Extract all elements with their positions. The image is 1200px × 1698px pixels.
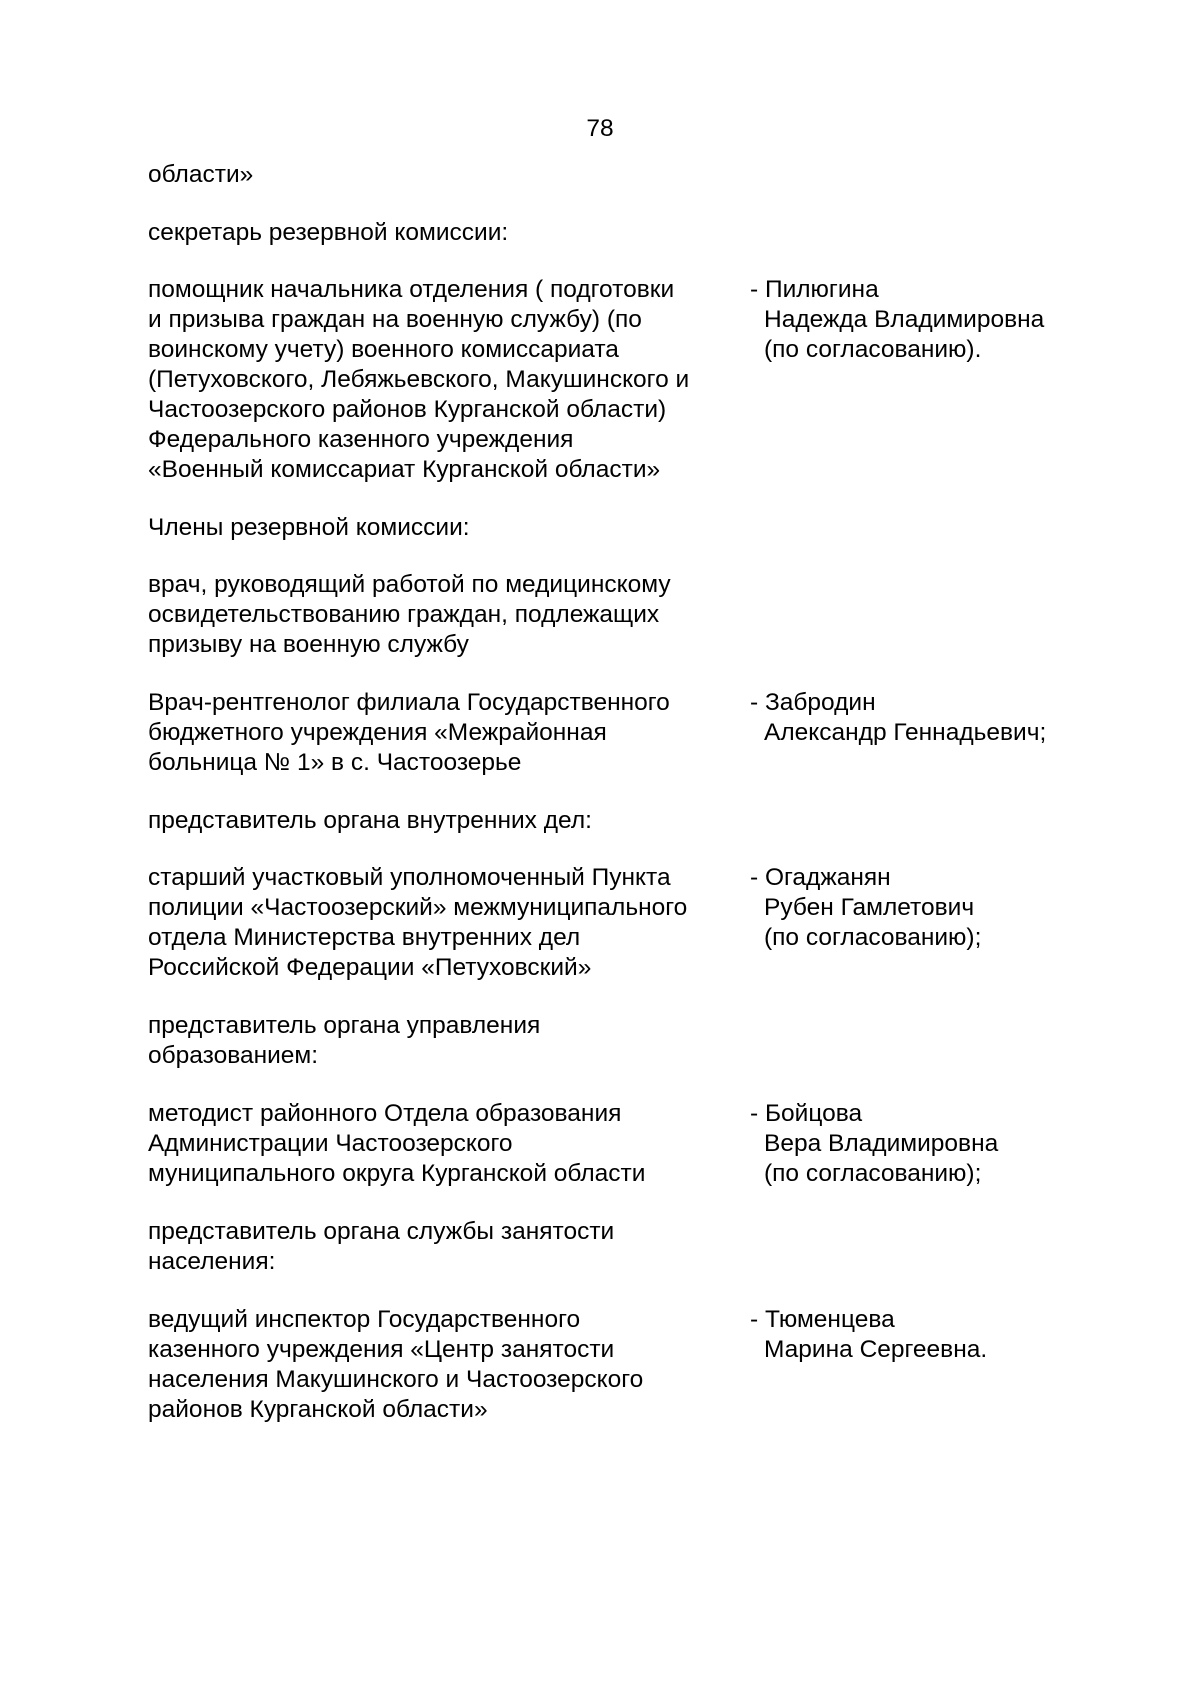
- police-name: [740, 863, 1068, 983]
- name-line: Надежда Владимировна: [764, 306, 1045, 333]
- heading-line: представитель органа службы занятости: [148, 1218, 615, 1245]
- employment-name: [740, 1305, 1068, 1425]
- position-line: помощник начальника отделения ( подготовки: [148, 276, 675, 303]
- position-line: воинскому учету) военного комиссариата: [148, 336, 619, 363]
- police-heading: представитель органа внутренних дел:: [148, 807, 592, 834]
- secretary-block: [148, 275, 1068, 485]
- police-position: [148, 863, 740, 983]
- page-number: 78: [586, 115, 614, 142]
- employment-block: [148, 1305, 1068, 1425]
- name-line: - Огаджанян: [750, 864, 891, 891]
- position-line: ведущий инспектор Государственного: [148, 1306, 581, 1333]
- secretary-position: [148, 275, 740, 485]
- employment-position: [148, 1305, 740, 1425]
- name-line: (по согласованию).: [764, 336, 982, 363]
- position-line: старший участковый уполномоченный Пункта: [148, 864, 671, 891]
- position-line: районов Курганской области»: [148, 1396, 488, 1423]
- name-line: - Пилюгина: [750, 276, 879, 303]
- doctor-name: [740, 688, 1068, 778]
- position-line: Администрации Частоозерского: [148, 1130, 513, 1157]
- secretary-name: [740, 275, 1068, 485]
- education-heading: [148, 1011, 1068, 1071]
- secretary-heading: секретарь резервной комиссии:: [148, 219, 509, 246]
- police-block: [148, 863, 1068, 983]
- position-line: отдела Министерства внутренних дел: [148, 924, 581, 951]
- position-line: бюджетного учреждения «Межрайонная: [148, 719, 607, 746]
- name-line: - Бойцова: [750, 1100, 863, 1127]
- name-line: Рубен Гамлетович: [764, 894, 975, 921]
- position-line: полиции «Частоозерский» межмуниципального: [148, 894, 688, 921]
- name-line: - Тюменцева: [750, 1306, 895, 1333]
- heading-line: представитель органа управления: [148, 1012, 541, 1039]
- education-name: [740, 1099, 1068, 1189]
- members-heading: Члены резервной комиссии:: [148, 514, 470, 541]
- position-line: методист районного Отдела образования: [148, 1100, 622, 1127]
- name-line: (по согласованию);: [764, 1160, 982, 1187]
- name-line: (по согласованию);: [764, 924, 982, 951]
- name-line: Марина Сергеевна.: [764, 1336, 988, 1363]
- position-line: казенного учреждения «Центр занятости: [148, 1336, 615, 1363]
- doctor-block: [148, 688, 1068, 778]
- heading-line: освидетельствованию граждан, подлежащих: [148, 601, 660, 628]
- education-block: [148, 1099, 1068, 1189]
- continuation-text: области»: [148, 161, 254, 188]
- heading-line: врач, руководящий работой по медицинскому: [148, 571, 671, 598]
- document-body: [148, 161, 1068, 1425]
- name-line: Вера Владимировна: [764, 1130, 999, 1157]
- position-line: Российской Федерации «Петуховский»: [148, 954, 592, 981]
- position-line: и призыва граждан на военную службу) (по: [148, 306, 642, 333]
- position-line: Врач-рентгенолог филиала Государственного: [148, 689, 670, 716]
- education-position: [148, 1099, 740, 1189]
- doctor-position: [148, 688, 740, 778]
- heading-line: населения:: [148, 1248, 276, 1275]
- name-line: Александр Геннадьевич;: [764, 719, 1047, 746]
- position-line: населения Макушинского и Частоозерского: [148, 1366, 644, 1393]
- position-line: больница № 1» в с. Частоозерье: [148, 749, 522, 776]
- position-line: муниципального округа Курганской области: [148, 1160, 646, 1187]
- position-line: Частоозерского районов Курганской области): [148, 396, 667, 423]
- position-line: «Военный комиссариат Курганской области»: [148, 456, 661, 483]
- position-line: (Петуховского, Лебяжьевского, Макушинского и: [148, 366, 690, 393]
- heading-line: призыву на военную службу: [148, 631, 469, 658]
- employment-heading: [148, 1217, 1068, 1277]
- doctor-heading: [148, 570, 1068, 660]
- heading-line: образованием:: [148, 1042, 319, 1069]
- position-line: Федерального казенного учреждения: [148, 426, 574, 453]
- name-line: - Забродин: [750, 689, 876, 716]
